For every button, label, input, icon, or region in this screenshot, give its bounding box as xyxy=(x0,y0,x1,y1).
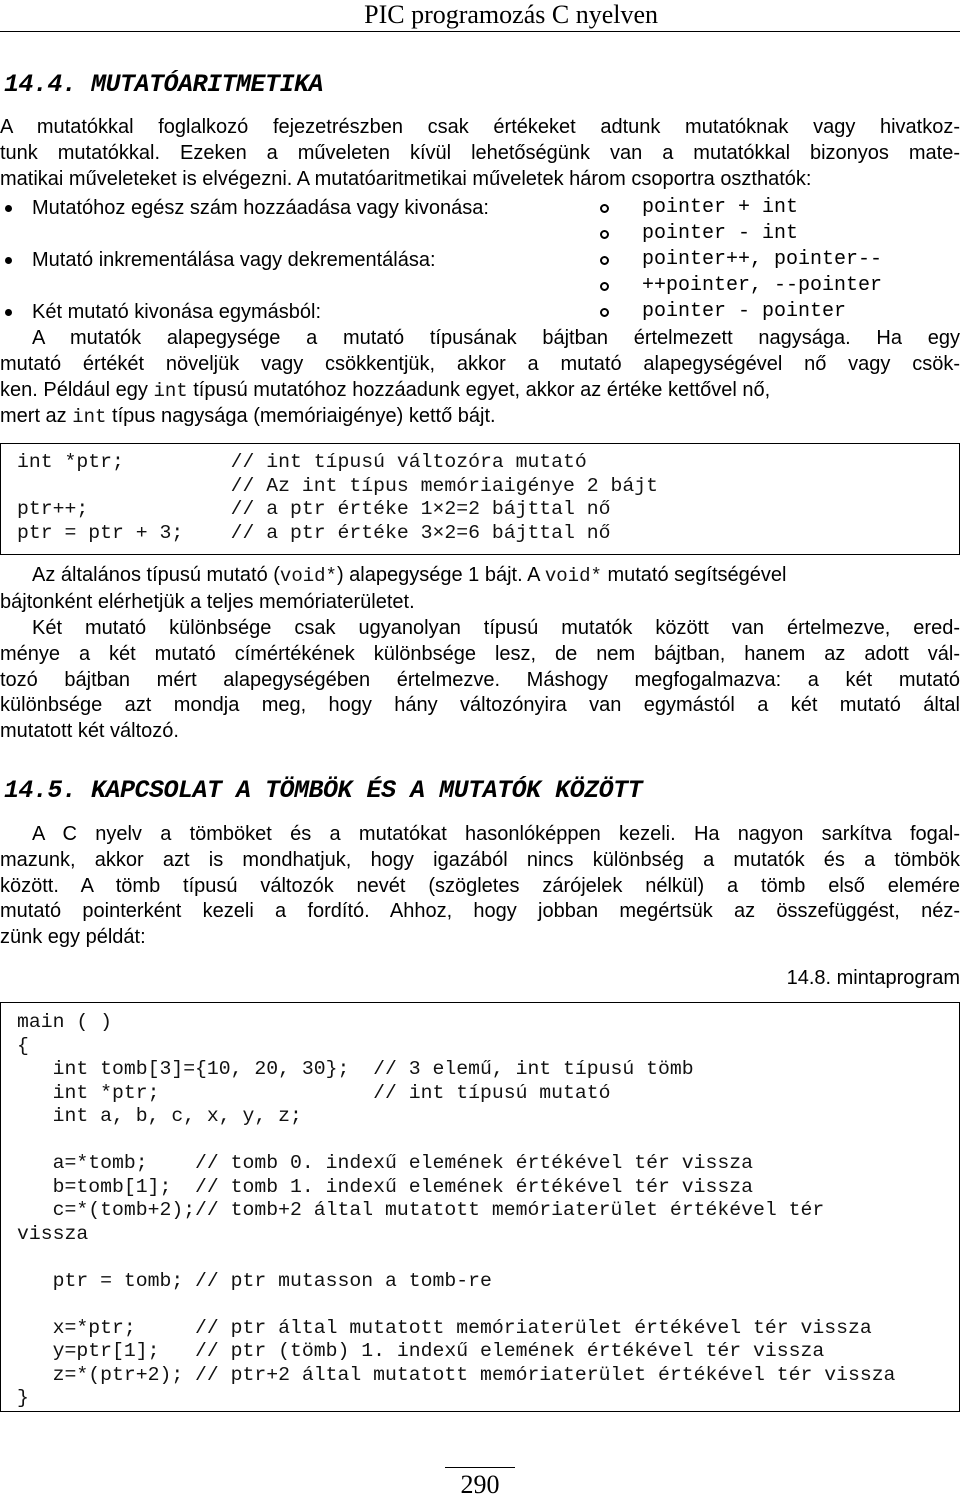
list-item-label: Mutatóhoz egész szám hozzáadása vagy kivonása: xyxy=(32,197,489,219)
operation-code: pointer++, pointer-- xyxy=(642,248,883,271)
program-label: 14.8. mintaprogram xyxy=(786,967,960,989)
page-number: 290 xyxy=(460,1470,500,1499)
paragraph-line: mazunk, akkor azt is mondhatjuk, hogy igazából nincs különbség a mutatók és a tömbök xyxy=(0,848,960,871)
inline-code: int xyxy=(153,379,188,402)
code-text: int *ptr; // int típusú változóra mutató // Az int típus memóriaigénye 2 bájt ptr++; // a ptr értéke 1×2=2 bájttal nő ptr = ptr + 3; // a ptr értéke 3×2=6 bájttal nő xyxy=(17,451,659,544)
list-item-label: Két mutató kivonása egymásból: xyxy=(32,301,322,323)
paragraph-line: A mutatókkal foglalkozó fejezetrészben csak értékeket adtunk mutatóknak vagy hivatkoz- xyxy=(0,116,960,138)
circle-bullet-icon xyxy=(600,204,609,213)
running-header: PIC programozás C nyelven xyxy=(364,0,658,29)
paragraph-line: mutatott két változó. xyxy=(0,720,179,743)
inline-code: void* xyxy=(279,565,337,587)
circle-bullet-icon xyxy=(600,230,609,239)
circle-bullet-icon xyxy=(600,282,609,291)
text-run: ken. Például egy xyxy=(0,378,154,401)
intro-paragraph xyxy=(0,115,960,192)
header-rule xyxy=(0,31,960,32)
bullet-icon xyxy=(5,257,12,264)
paragraph-line: között. A tömb típusú változók nevét (szögletes zárójelek nélkül) a tömb első elemére xyxy=(0,874,960,897)
text-run: ) alapegysége 1 bájt. A xyxy=(336,564,545,586)
text-run: típus nagysága (memóriaigénye) kettő bájt. xyxy=(106,405,496,428)
circle-bullet-icon xyxy=(600,256,609,265)
bullet-icon xyxy=(5,309,12,316)
text-run: Az általános típusú mutató ( xyxy=(32,564,280,586)
operation-code: ++pointer, --pointer xyxy=(642,274,883,297)
paragraph-line: mutató pointerként kezeli a fordító. Ahhoz, hogy jobban megértsük az összefüggést, néz- xyxy=(0,900,960,923)
list-item-label: Mutató inkrementálása vagy dekrementálása: xyxy=(32,249,436,271)
difference-paragraph xyxy=(0,616,960,745)
paragraph-line: A mutatók alapegysége a mutató típusának bájtban értelmezett nagysága. Ha egy xyxy=(32,327,960,349)
paragraph-line: különbsége azt mondja meg, hogy hány változónyira van egymástól a két mutató által xyxy=(0,694,960,717)
paragraph-line: matikai műveleteket is elvégezni. A mutatóaritmetikai műveletek három csoportra oszthatók: xyxy=(0,167,812,190)
inline-code: int xyxy=(72,406,107,429)
paragraph-line: mutató értékét növeljük vagy csökkentjük, akkor a mutató alapegységével nő vagy csök- xyxy=(0,352,960,375)
code-block xyxy=(0,1002,960,1412)
text-run: mert az xyxy=(0,405,73,428)
operation-code: pointer - int xyxy=(642,222,799,245)
code-block xyxy=(0,443,960,555)
inline-code: void* xyxy=(544,565,602,587)
paragraph-line: tunk mutatókkal. Ezeken a műveleten kívül lehetőségünk van a mutatókkal bizonyos mate- xyxy=(0,141,960,164)
operation-code: pointer + int xyxy=(642,196,799,219)
paragraph-line xyxy=(0,378,960,405)
paragraph-line: bájtonként elérhetjük a teljes memóriaterületet. xyxy=(0,590,415,613)
text-run: típusú mutatóhoz hozzáadunk egyet, akkor az értéke kettővel nő, xyxy=(187,378,771,401)
section-heading: 14.4. MUTATÓARITMETIKA xyxy=(4,70,324,99)
operation-code: pointer - pointer xyxy=(642,300,847,323)
paragraph-line: zünk egy példát: xyxy=(0,926,146,949)
text-run: mutató segítségével xyxy=(601,564,787,586)
footer-rule xyxy=(445,1467,515,1468)
paragraph-line: tozó bájtban mért alapegységében értelmezve. Máshogy megfogalmazva: a két mutató xyxy=(0,668,960,691)
arrays-paragraph xyxy=(0,822,960,951)
section-heading: 14.5. KAPCSOLAT A TÖMBÖK ÉS A MUTATÓK KÖZÖTT xyxy=(4,776,643,805)
code-text: main ( ) { int tomb[3]={10, 20, 30}; // 3 elemű, int típusú tömb int *ptr; // int típusú mutató int a, b, c, x, y, z; a=*tomb; // tomb 0. indexű elemének értékével tér vissza b=tomb[1]; // tomb 1. indexű elemének értékével tér vissza c=*(tomb+2);// tomb+2 által mutatott memóriaterület értékével tér vissza ptr = tomb; // ptr mutasson a tomb-re x=*ptr; // ptr által mutatott memóriaterület értékével tér vissza y=ptr[1]; // ptr (tömb) 1. indexű elemének értékével tér vissza z=*(ptr+2); // ptr+2 által mutatott memóriaterület értékével tér vissza } xyxy=(17,1011,896,1409)
unit-paragraph xyxy=(0,326,960,431)
circle-bullet-icon xyxy=(600,308,609,317)
paragraph-line xyxy=(0,563,960,590)
paragraph-line: ménye a két mutató címértékének különbsége lesz, de nem bájtban, hanem az adott vál- xyxy=(0,642,960,665)
bullet-icon xyxy=(5,205,12,212)
paragraph-line: A C nyelv a tömböket és a mutatókat hasonlóképpen kezeli. Ha nagyon sarkítva fogal- xyxy=(32,823,960,845)
paragraph-line xyxy=(0,404,960,431)
paragraph-line: Két mutató különbsége csak ugyanolyan típusú mutatók között van értelmezve, ered- xyxy=(32,617,960,639)
void-paragraph xyxy=(0,563,960,616)
operation-list xyxy=(0,195,960,325)
